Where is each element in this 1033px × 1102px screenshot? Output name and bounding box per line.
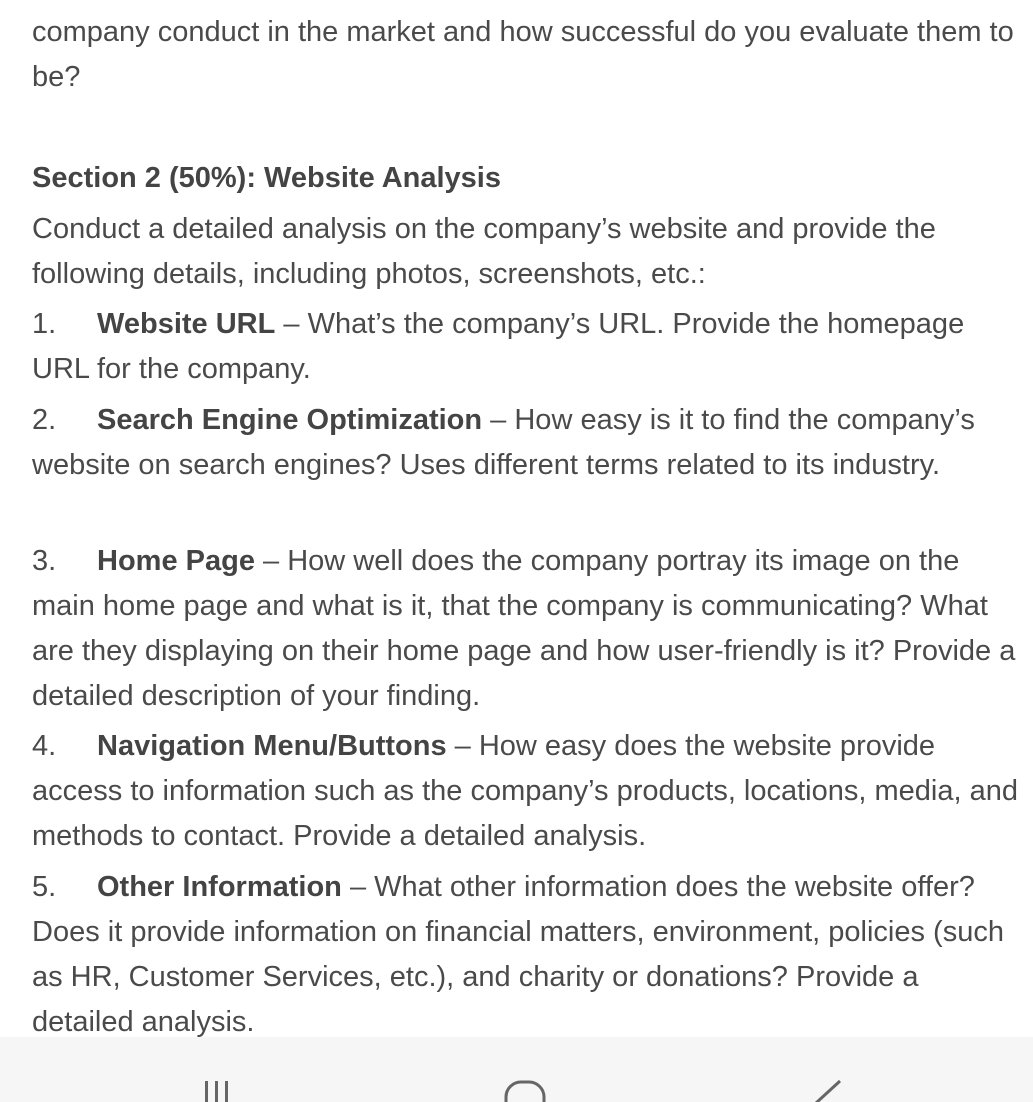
list-item [32,302,1022,392]
intro-paragraph: Conduct a detailed analysis on the company’s website and provide the following details, including photos, screenshots, etc.: [32,213,936,290]
top-fragment [32,10,1022,100]
item-number: 3. [32,545,57,577]
item-title: Website URL [97,308,276,340]
recent-apps-button[interactable] [193,1079,253,1102]
home-icon [496,1079,556,1102]
section-heading: Section 2 (50%): Website Analysis [32,162,501,194]
item-title: Other Information [97,871,342,903]
list-item [32,539,1022,719]
item-text: – How easy does the website provide access to information such as the company’s products, locations, media, and methods to contact. Provide a detailed analysis. [32,730,1018,852]
back-button[interactable] [800,1079,860,1102]
item-number: 2. [32,404,57,436]
item-number: 4. [32,730,57,762]
item-number: 5. [32,871,57,903]
list-item [32,724,1022,859]
item-text: – What other information does the website offer? Does it provide information on financial matters, environment, policies (such as HR, Customer Services, etc.), and charity or donations? Provide a detailed analysis. [32,871,1004,1037]
item-text: – What’s the company’s URL. Provide the homepage URL for the company. [32,308,965,385]
document-viewer[interactable] [32,0,1022,1037]
list-item [32,398,1022,488]
item-title: Home Page [97,545,255,577]
item-title: Search Engine Optimization [97,404,483,436]
recent-apps-icon [193,1079,253,1102]
item-text: – How easy is it to find the company’s website on search engines? Uses different terms related to its industry. [32,404,975,481]
system-navigation-bar [0,1037,1033,1102]
item-number: 1. [32,308,57,340]
item-title: Navigation Menu/Buttons [97,730,447,762]
list-item [32,865,1022,1037]
top-fragment-text: company conduct in the market and how successful do you evaluate them to be? [32,16,1014,93]
item-text: – How well does the company portray its image on the main home page and what is it, that the company is communicating? What are they displaying on their home page and how user-friendly is it? Provide a detailed description of your finding. [32,545,1016,712]
back-icon [800,1079,860,1102]
home-button[interactable] [496,1079,556,1102]
